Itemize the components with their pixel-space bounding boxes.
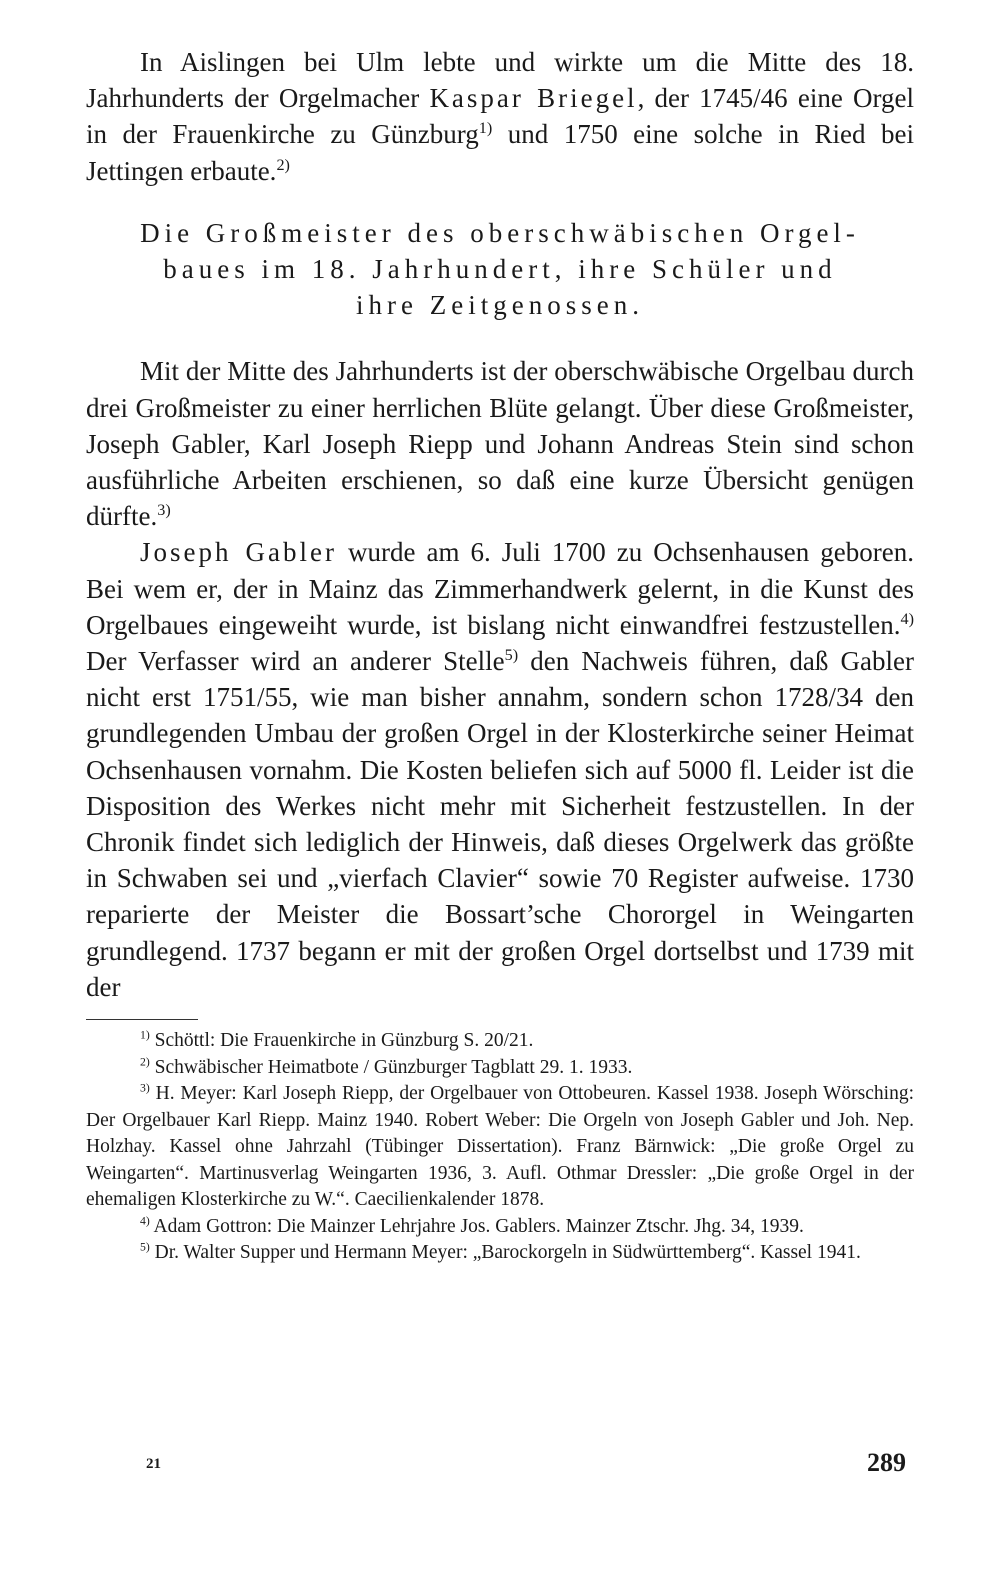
text-run: wurde am 6. Juli 1700 zu Ochsenhausen geboren. Bei wem er, der in Mainz das Zimmerhandwerk gelernt, in die Kunst des Orgelbaues eingeweiht wurde, ist bislang nicht einwandfrei festzustellen. [86, 537, 914, 640]
text-run: und 1750 eine solche in Ried bei Jettingen erbaute. [86, 119, 914, 186]
footnote-mark: 1) [140, 1028, 150, 1042]
footnote-mark: 5) [140, 1240, 150, 1254]
section-heading [86, 215, 914, 324]
paragraph-gabler [86, 534, 914, 1005]
text-run: , der 1745/46 eine Orgel in der Frauenkirche zu Günzburg [86, 83, 914, 150]
footnote [86, 1028, 914, 1055]
spaced-name: Kaspar Briegel [429, 83, 638, 114]
footnote-ref: 3) [157, 501, 171, 520]
footnote-ref: 1) [478, 119, 493, 138]
footnote-text: Dr. Walter Supper und Hermann Meyer: „Barockorgeln in Südwürttemberg“. Kassel 1941. [149, 1242, 861, 1264]
footnote-ref: 4) [900, 609, 914, 628]
page-number: 289 [867, 1448, 906, 1477]
footnote-mark: 4) [140, 1214, 150, 1228]
spaced-name: Joseph Gabler [140, 537, 337, 568]
footnote-ref: 2) [276, 155, 290, 174]
paragraph-briegel [86, 44, 914, 189]
text-run: Der Verfasser wird an anderer Stelle [86, 646, 505, 677]
footnote [86, 1055, 914, 1082]
signature-mark: 21 [146, 1456, 161, 1472]
footnote [86, 1214, 914, 1241]
heading-line: ihre Zeitgenossen. [356, 290, 644, 321]
page-body [86, 44, 914, 1267]
text-run: den Nachweis führen, daß Gabler nicht erst 1751/55, wie man bisher annahm, sondern schon 1728/34 den grundlegenden Umbau der großen Orgel in der Klosterkirche seiner Heimat Ochsenhausen vornahm. Die Kosten beliefen sich auf 5000 fl. Leider ist die Disposition des Werkes nicht mehr mit Sicherheit festzustellen. In der Chronik findet sich lediglich der Hinweis, daß dieses Orgelwerk das größte in Schwaben sei und „vierfach Clavier“ sowie 70 Register aufweise. 1730 reparierte der Meister die Bossart’sche Chororgel in Weingarten grundlegend. 1737 begann er mit der großen Orgel dortselbst und 1739 mit der [86, 646, 914, 1002]
heading-line: Die Großmeister des oberschwäbischen Orgel- [140, 217, 860, 248]
heading-line: baues im 18. Jahrhundert, ihre Schüler und [163, 254, 837, 285]
footnote-mark: 3) [140, 1081, 150, 1095]
footnote-divider [86, 1019, 198, 1020]
footnote-mark: 2) [140, 1055, 150, 1069]
paragraph-grossmeister [86, 353, 914, 534]
footnote-text: Schöttl: Die Frauenkirche in Günzburg S. 20/21. [149, 1030, 534, 1052]
footnotes [86, 1028, 914, 1267]
text-run: In Aislingen bei Ulm lebte und wirkte um die Mitte des 18. Jahrhunderts der Orgelmacher [86, 47, 914, 114]
footnote-ref: 5) [504, 646, 519, 665]
footnote-text: Adam Gottron: Die Mainzer Lehrjahre Jos. Gablers. Mainzer Ztschr. Jhg. 34, 1939. [149, 1215, 804, 1237]
footnote-text: H. Meyer: Karl Joseph Riepp, der Orgelbauer von Ottobeuren. Kassel 1938. Joseph Wörsching: Der Orgelbauer Karl Riepp. Mainz 1940. Robert Weber: Die Orgeln von Joseph Gabler und Joh. Nep. Holzhay. Kassel ohne Jahrzahl (Tübinger Dissertation). Franz Bärnwick: „Die große Orgel zu Weingarten“. Martinusverlag Weingarten 1936, 3. Aufl. Othmar Dressler: „Die große Orgel in der ehemaligen Klosterkirche zu W.“. Caecilienkalender 1878. [86, 1083, 914, 1211]
footnote [86, 1081, 914, 1214]
text-run: Mit der Mitte des Jahrhunderts ist der oberschwäbische Orgelbau durch drei Großmeister zu einer herrlichen Blüte gelangt. Über diese Großmeister, Joseph Gabler, Karl Joseph Riepp und Johann Andreas Stein sind schon ausführliche Arbeiten erschienen, so daß eine kurze Übersicht genügen dürfte. [86, 356, 914, 532]
footnote-text: Schwäbischer Heimatbote / Günzburger Tagblatt 29. 1. 1933. [149, 1056, 633, 1078]
footnote [86, 1240, 914, 1267]
